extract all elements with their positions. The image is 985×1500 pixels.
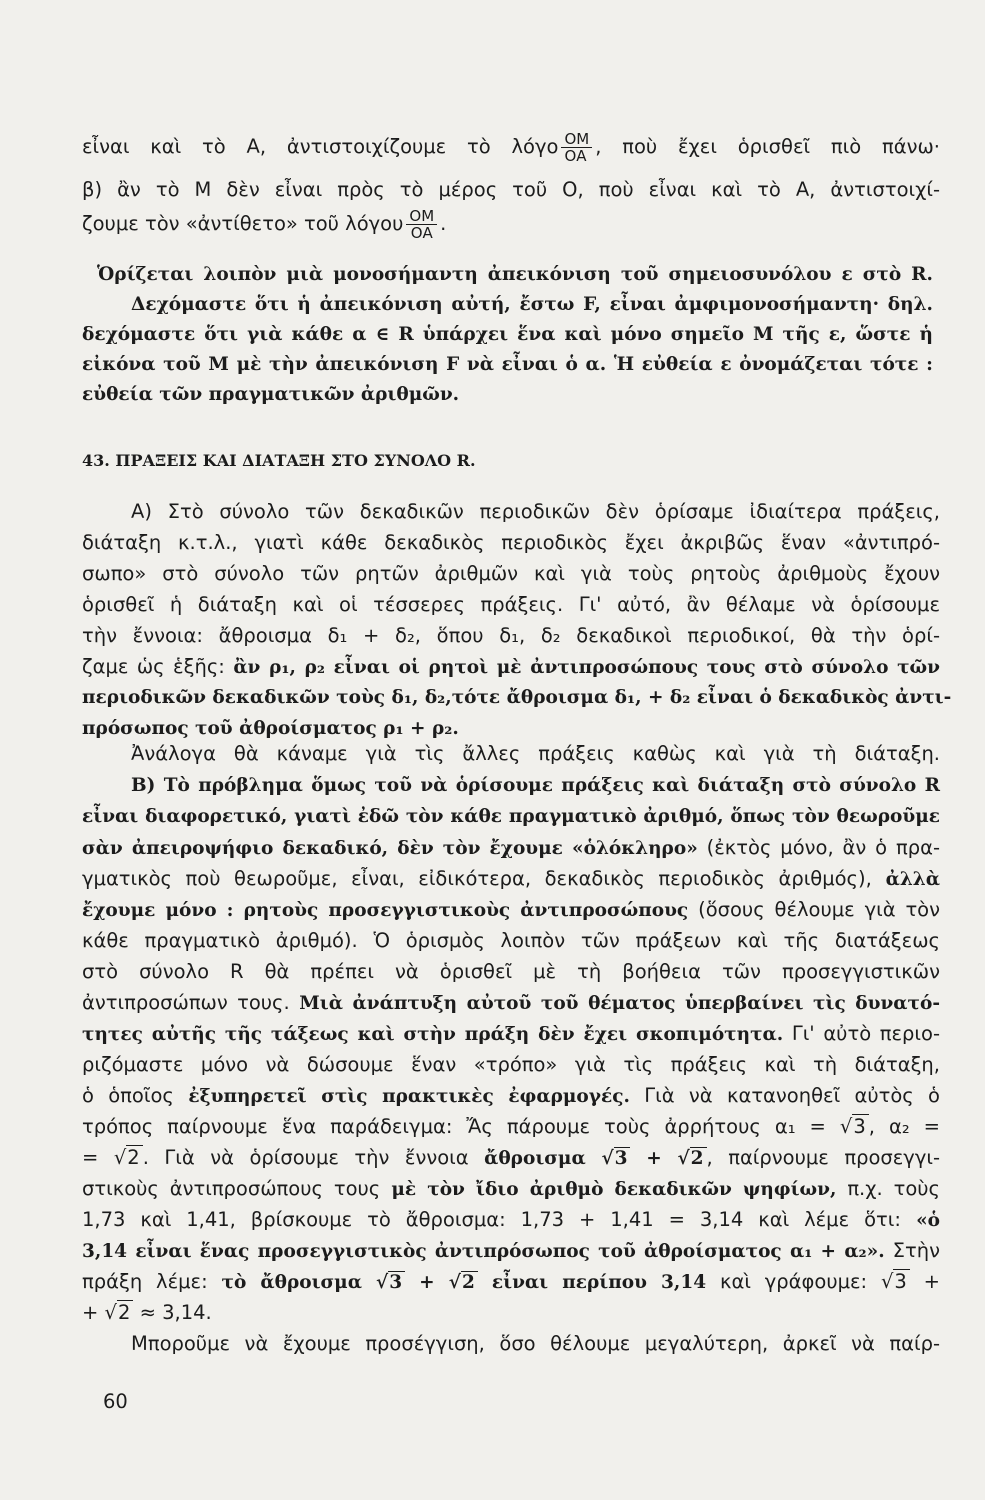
text-line: ὁρισθεῖ ἡ διάταξη καὶ οἱ τέσσερες πράξεις. Γι' αὐτό, ἂν θέλαμε νὰ ὁρίσουμε [82,593,940,616]
text-line: ὁ ὁποῖος ἐξυπηρετεῖ στὶς πρακτικὲς ἐφαρμογές. Γιὰ νὰ κατανοηθεῖ αὐτὸς ὁ [82,1084,940,1107]
text-line: στὸ σύνολο R θὰ πρέπει νὰ ὁρισθεῖ μὲ τὴ βοήθεια τῶν προσεγγιστικῶν [82,960,940,983]
text-line: στικοὺς ἀντιπροσώπους τους μὲ τὸν ἴδιο ἀριθμὸ δεκαδικῶν ψηφίων, π.χ. τοὺς [82,1177,940,1200]
section-heading: 43. ΠΡΑΞΕΙΣ ΚΑΙ ΔΙΑΤΑΞΗ ΣΤΟ ΣΥΝΟΛΟ R. [82,451,476,470]
text-line: πράξη λέμε: τὸ ἄθροισμα √3 + √2 εἶναι περίπου 3,14 καὶ γράφουμε: √3 + [82,1270,941,1293]
text-line: ἔχουμε μόνο : ρητοὺς προσεγγιστικοὺς ἀντιπροσώπους (ὅσους θέλουμε γιὰ τὸν [82,898,941,921]
text-line: ζαμε ὡς ἑξῆς: ἂν ρ₁, ρ₂ εἶναι οἱ ρητοὶ μὲ ἀντιπροσώπους τους στὸ σύνολο τῶν [82,655,940,678]
fraction-om-oa: $\frac{OM}{OA}$ [561,131,592,164]
fraction-om-oa: $\frac{OM}{OA}$ [406,208,437,241]
text-line: ἀντιπροσώπων τους. Μιὰ ἀνάπτυξη αὐτοῦ τοῦ θέματος ὑπερβαίνει τὶς δυνατό- [82,991,940,1014]
text-line: Μποροῦμε νὰ ἔχουμε προσέγγιση, ὅσο θέλουμε μεγαλύτερη, ἀρκεῖ νὰ παίρ- [131,1332,940,1355]
text-line: περιοδικῶν δεκαδικῶν τοὺς δ₁, δ₂,τότε ἄθροισμα δ₁, + δ₂ εἶναι ὁ δεκαδικὸς ἀντι- [82,687,952,708]
page-number: 60 [103,1390,128,1413]
text-line: Ὁρίζεται λοιπὸν μιὰ μονοσήμαντη ἀπεικόνιση τοῦ σημειοσυνόλου ε στὸ R. [97,264,933,285]
text-line: σωπο» στὸ σύνολο τῶν ρητῶν ἀριθμῶν καὶ γιὰ τοὺς ρητοὺς ἀριθμοὺς ἔχουν [82,562,940,585]
text-line: Δεχόμαστε ὅτι ἡ ἀπεικόνιση αὐτή, ἔστω F, εἶναι ἀμφιμονοσήμαντη· δηλ. [131,294,933,315]
text-line: εἶναι διαφορετικό, γιατὶ ἐδῶ τὸν κάθε πραγματικὸ ἀριθμό, ὅπως τὸν θεωροῦμε [82,806,940,827]
text-line: β) ἂν τὸ Μ δὲν εἶναι πρὸς τὸ μέρος τοῦ Ο, ποὺ εἶναι καὶ τὸ Α, ἀντιστοιχί- [82,178,940,201]
text-line: Ἀνάλογα θὰ κάναμε γιὰ τὶς ἄλλες πράξεις καθὼς καὶ γιὰ τὴ διάταξη. [131,742,940,765]
text-line: εὐθεία τῶν πραγματικῶν ἀριθμῶν. [82,384,460,405]
text-line: 3,14 εἶναι ἕνας προσεγγιστικὸς ἀντιπρόσωπος τοῦ ἀθροίσματος α₁ + α₂». Στὴν [82,1239,940,1262]
text-line: τητες αὐτῆς τῆς τάξεως καὶ στὴν πράξη δὲν ἔχει σκοπιμότητα. Γι' αὐτὸ περιο- [82,1022,940,1045]
text-line: πρόσωπος τοῦ ἀθροίσματος ρ₁ + ρ₂. [82,718,459,739]
text-line: 1,73 καὶ 1,41, βρίσκουμε τὸ ἄθροισμα: 1,73 + 1,41 = 3,14 καὶ λέμε ὅτι: «ὁ [82,1208,940,1231]
text-line: σὰν ἀπειροψήφιο δεκαδικό, δὲν τὸν ἔχουμε «ὁλόκληρο» (ἐκτὸς μόνο, ἂν ὁ πρα- [82,836,941,859]
text-line: κάθε πραγματικὸ ἀριθμό). Ὁ ὁρισμὸς λοιπὸν τῶν πράξεων καὶ τῆς διατάξεως [82,929,940,952]
text-line: εἶναι καὶ τὸ Α, ἀντιστοιχίζουμε τὸ λόγο $\frac{OM}{OA}$ , ποὺ ἔχει ὁρισθεῖ πιὸ πάνω· [82,130,940,165]
text-line: Α) Στὸ σύνολο τῶν δεκαδικῶν περιοδικῶν δὲν ὁρίσαμε ἰδιαίτερα πράξεις, [131,500,940,523]
text-line: γματικὸς ποὺ θεωροῦμε, εἶναι, εἰδικότερα, δεκαδικὸς περιοδικὸς ἀριθμός), ἀλλὰ [82,867,940,890]
text-line: εἰκόνα τοῦ Μ μὲ τὴν ἀπεικόνιση F νὰ εἶναι ὁ α. Ἡ εὐθεία ε ὀνομάζεται τότε : [82,354,933,375]
text-line: ριζόμαστε μόνο νὰ δώσουμε ἕναν «τρόπο» γιὰ τὶς πράξεις καὶ τὴ διάταξη, [82,1053,940,1076]
text-line: ζουμε τὸν «ἀντίθετο» τοῦ λόγου $\frac{OM}{OA}$ . [82,207,447,242]
text-line: = √2 . Γιὰ νὰ ὁρίσουμε τὴν ἔννοια ἄθροισμα √3 + √2 , παίρνουμε προσεγγι- [82,1146,941,1169]
text-line: Β) Τὸ πρόβλημα ὅμως τοῦ νὰ ὁρίσουμε πράξεις καὶ διάταξη στὸ σύνολο R [131,775,940,796]
text-line: τὴν ἔννοια: ἄθροισμα δ₁ + δ₂, ὅπου δ₁, δ₂ δεκαδικοὶ περιοδικοί, θὰ τὴν ὁρί- [82,624,940,647]
text-line: τρόπος παίρνουμε ἕνα παράδειγμα: Ἄς πάρουμε τοὺς ἀρρήτους α₁ = √3 , α₂ = [82,1115,940,1138]
text-line: δεχόμαστε ὅτι γιὰ κάθε α ∈ R ὑπάρχει ἕνα καὶ μόνο σημεῖο Μ τῆς ε, ὥστε ἡ [82,324,933,345]
text-line: διάταξη κ.τ.λ., γιατὶ κάθε δεκαδικὸς περιοδικὸς ἔχει ἀκριβῶς ἕναν «ἀντιπρό- [82,531,940,554]
text-line: + √2 ≈ 3,14. [82,1301,212,1324]
